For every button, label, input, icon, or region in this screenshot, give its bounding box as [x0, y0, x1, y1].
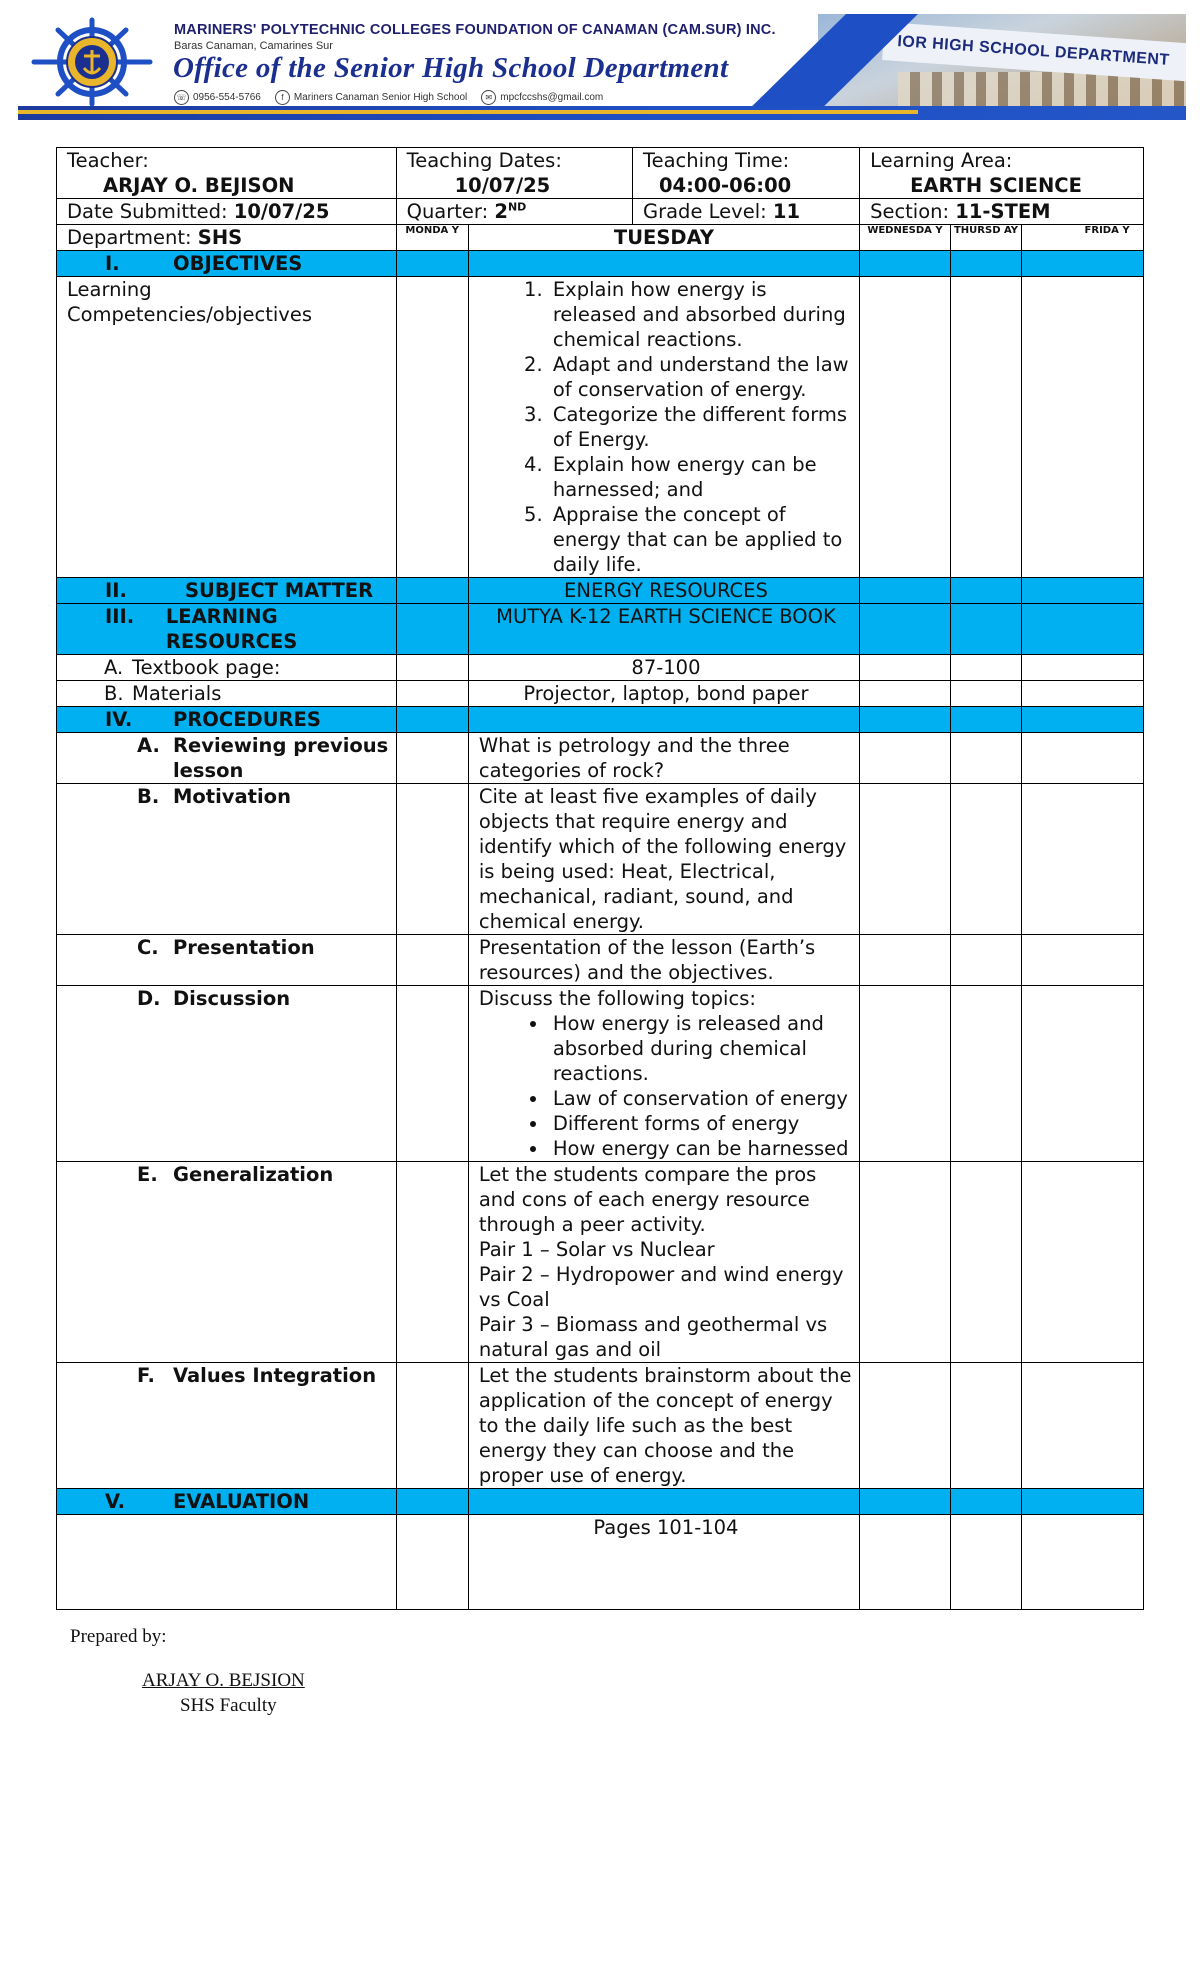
evaluation-content: Pages 101-104	[468, 1515, 859, 1610]
teaching-time-value: 04:00-06:00	[658, 174, 792, 197]
materials-letter: B.	[104, 682, 124, 705]
lesson-plan-table	[56, 147, 1144, 1610]
discussion-topic: • How energy can be harnessed	[549, 1136, 853, 1161]
empty-cell	[950, 1489, 1021, 1515]
grade-level-label: Grade Level:	[642, 200, 773, 223]
contact-facebook	[275, 90, 467, 105]
empty-cell	[1022, 1489, 1144, 1515]
textbook-value: 87-100	[468, 655, 859, 681]
day-wednesday: WEDNESDA Y	[860, 225, 951, 251]
school-banner	[18, 14, 1186, 120]
learning-area-value: EARTH SCIENCE	[910, 174, 1082, 197]
presentation-letter: C.	[137, 936, 159, 959]
teaching-time-label: Teaching Time:	[642, 149, 790, 172]
teaching-dates-value: 10/07/25	[454, 174, 551, 197]
email-text: mpcfccshs@gmail.com	[500, 92, 604, 103]
materials-row	[57, 681, 1144, 707]
empty-cell	[950, 1363, 1021, 1489]
subject-matter-row	[57, 578, 1144, 604]
org-name: MARINERS' POLYTECHNIC COLLEGES FOUNDATION OF CANAMAN (CAM.SUR) INC.	[174, 22, 776, 38]
discussion-topic: • Different forms of energy	[549, 1111, 853, 1136]
empty-cell	[396, 986, 468, 1162]
contact-row	[174, 90, 603, 105]
generalization-content	[468, 1162, 859, 1363]
textbook-letter: A.	[104, 656, 124, 679]
empty-cell	[396, 1162, 468, 1363]
preparer-role: SHS Faculty	[180, 1695, 277, 1716]
empty-cell	[1022, 986, 1144, 1162]
empty-cell	[1022, 655, 1144, 681]
generalization-line: Pair 3 – Biomass and geothermal vs natural gas and oil	[478, 1313, 828, 1361]
preparer-name: ARJAY O. BEJSION	[142, 1670, 305, 1691]
generalization-line: Pair 2 – Hydropower and wind energy vs Coal	[478, 1263, 844, 1311]
generalization-line: Let the students compare the pros and cons of each energy resource through a peer activity.	[478, 1163, 817, 1236]
teaching-time-cell	[632, 148, 859, 199]
empty-cell	[1022, 277, 1144, 578]
quarter-suffix: ND	[507, 200, 527, 214]
reviewing-label: Reviewing previous lesson	[173, 734, 389, 782]
section-cell	[860, 199, 1144, 225]
empty-cell	[950, 784, 1021, 935]
motivation-content: Cite at least five examples of daily objects that require energy and identify which of the following energy is being used: Heat, Electrical, mechanical, radiant, sound, and chemical energy.	[468, 784, 859, 935]
textbook-row	[57, 655, 1144, 681]
learning-area-cell	[860, 148, 1144, 199]
date-submitted-label: Date Submitted:	[67, 200, 234, 223]
presentation-label: Presentation	[173, 936, 315, 959]
materials-label-cell	[57, 681, 397, 707]
teaching-dates-cell	[396, 148, 632, 199]
empty-cell	[396, 655, 468, 681]
empty-cell	[468, 251, 859, 277]
subject-matter-title: SUBJECT MATTER	[185, 579, 374, 602]
section-value: 11-STEM	[955, 200, 1051, 223]
empty-cell	[860, 1162, 951, 1363]
phone-text: 0956-554-5766	[193, 92, 261, 103]
empty-cell	[396, 935, 468, 986]
procedures-numeral: IV.	[105, 708, 133, 731]
presentation-label-cell	[57, 935, 397, 986]
department-cell	[57, 225, 397, 251]
procedures-header-row	[57, 707, 1144, 733]
reviewing-content: What is petrology and the three categories of rock?	[468, 733, 859, 784]
grade-level-cell	[632, 199, 859, 225]
empty-cell	[950, 1515, 1021, 1610]
objectives-header-row	[57, 251, 1144, 277]
section-label: Section:	[870, 200, 956, 223]
info-row-2	[57, 199, 1144, 225]
empty-cell	[860, 1363, 951, 1489]
teacher-name: ARJAY O. BEJISON	[103, 174, 295, 197]
evaluation-header	[57, 1489, 397, 1515]
objective-item: 5. Appraise the concept of energy that can be applied to daily life.	[549, 502, 853, 577]
motivation-label: Motivation	[173, 785, 291, 808]
teacher-label: Teacher:	[67, 149, 149, 172]
evaluation-row	[57, 1515, 1144, 1610]
empty-cell	[860, 578, 951, 604]
empty-cell	[1022, 1363, 1144, 1489]
teaching-dates-label: Teaching Dates:	[406, 149, 562, 172]
objective-item: 1. Explain how energy is released and absorbed during chemical reactions.	[549, 277, 853, 352]
empty-cell	[860, 1515, 951, 1610]
presentation-content: Presentation of the lesson (Earth’s resources) and the objectives.	[468, 935, 859, 986]
empty-cell	[1022, 935, 1144, 986]
motivation-label-cell	[57, 784, 397, 935]
building-sign: IOR HIGH SCHOOL DEPARTMENT	[882, 22, 1186, 84]
textbook-label: Textbook page:	[132, 656, 281, 679]
contact-phone	[174, 90, 261, 105]
empty-cell	[950, 251, 1021, 277]
learning-resources-title: LEARNING RESOURCES	[165, 605, 298, 653]
empty-cell	[396, 277, 468, 578]
evaluation-numeral: V.	[105, 1490, 125, 1513]
values-label: Values Integration	[173, 1364, 377, 1387]
empty-cell	[950, 604, 1021, 655]
learning-area-label: Learning Area:	[870, 149, 1013, 172]
discussion-letter: D.	[137, 987, 161, 1010]
empty-cell	[860, 935, 951, 986]
empty-cell	[860, 251, 951, 277]
motivation-letter: B.	[137, 785, 160, 808]
objective-item: 2. Adapt and understand the law of conservation of energy.	[549, 352, 853, 402]
empty-cell	[950, 681, 1021, 707]
empty-cell	[860, 784, 951, 935]
empty-cell	[1022, 733, 1144, 784]
day-friday: FRIDA Y	[1022, 225, 1144, 251]
day-monday: MONDA Y	[396, 225, 468, 251]
values-row	[57, 1363, 1144, 1489]
days-row	[57, 225, 1144, 251]
contact-email	[481, 90, 603, 105]
empty-cell	[860, 1489, 951, 1515]
generalization-line: Pair 1 – Solar vs Nuclear	[478, 1238, 715, 1261]
department-label: Department:	[67, 226, 198, 249]
department-value: SHS	[197, 226, 243, 249]
empty-cell	[1022, 604, 1144, 655]
empty-cell	[396, 1363, 468, 1489]
evaluation-title: EVALUATION	[173, 1490, 310, 1513]
empty-cell	[950, 986, 1021, 1162]
discussion-row	[57, 986, 1144, 1162]
empty-cell	[396, 578, 468, 604]
discussion-topic: • How energy is released and absorbed during chemical reactions.	[549, 1011, 853, 1086]
discussion-topics	[479, 1011, 853, 1161]
empty-cell	[950, 578, 1021, 604]
empty-cell	[396, 733, 468, 784]
objectives-numeral: I.	[105, 252, 120, 275]
empty-cell	[57, 1515, 397, 1610]
evaluation-header-row	[57, 1489, 1144, 1515]
mail-icon: ✉	[481, 90, 496, 105]
empty-cell	[1022, 681, 1144, 707]
empty-cell	[1022, 1515, 1144, 1610]
procedures-title: PROCEDURES	[173, 708, 321, 731]
empty-cell	[1022, 784, 1144, 935]
facebook-icon: f	[275, 90, 290, 105]
objective-item: 4. Explain how energy can be harnessed; and	[549, 452, 853, 502]
empty-cell	[860, 707, 951, 733]
ship-wheel-logo-icon	[28, 16, 156, 108]
objectives-title: OBJECTIVES	[173, 252, 303, 275]
generalization-letter: E.	[137, 1163, 158, 1186]
empty-cell	[468, 1489, 859, 1515]
competencies-row	[57, 277, 1144, 578]
values-letter: F.	[137, 1364, 155, 1387]
learning-resources-content: MUTYA K-12 EARTH SCIENCE BOOK	[468, 604, 859, 655]
motivation-row	[57, 784, 1144, 935]
empty-cell	[950, 1162, 1021, 1363]
empty-cell	[950, 935, 1021, 986]
empty-cell	[396, 681, 468, 707]
info-row-1	[57, 148, 1144, 199]
banner-gold-stripe	[18, 110, 918, 114]
learning-resources-header	[57, 604, 397, 655]
empty-cell	[1022, 578, 1144, 604]
materials-label: Materials	[132, 682, 222, 705]
subject-matter-header	[57, 578, 397, 604]
empty-cell	[860, 733, 951, 784]
quarter-label: Quarter:	[406, 200, 495, 223]
empty-cell	[396, 604, 468, 655]
empty-cell	[468, 707, 859, 733]
discussion-label: Discussion	[173, 987, 291, 1010]
org-address: Baras Canaman, Camarines Sur	[174, 40, 333, 52]
date-submitted-cell	[57, 199, 397, 225]
discussion-topic: • Law of conservation of energy	[549, 1086, 853, 1111]
empty-cell	[396, 707, 468, 733]
empty-cell	[860, 681, 951, 707]
empty-cell	[860, 986, 951, 1162]
generalization-label-cell	[57, 1162, 397, 1363]
competencies-label: Learning Competencies/objectives	[57, 277, 397, 578]
textbook-label-cell	[57, 655, 397, 681]
empty-cell	[1022, 1162, 1144, 1363]
learning-resources-row	[57, 604, 1144, 655]
empty-cell	[860, 655, 951, 681]
facebook-text: Mariners Canaman Senior High School	[293, 92, 468, 103]
empty-cell	[950, 733, 1021, 784]
quarter-value: 2	[494, 200, 508, 223]
subject-matter-numeral: II.	[105, 579, 127, 602]
empty-cell	[950, 655, 1021, 681]
phone-icon: ☏	[174, 90, 189, 105]
reviewing-label-cell	[57, 733, 397, 784]
empty-cell	[396, 1489, 468, 1515]
values-label-cell	[57, 1363, 397, 1489]
procedures-header	[57, 707, 397, 733]
competencies-content	[468, 277, 859, 578]
empty-cell	[1022, 251, 1144, 277]
generalization-label: Generalization	[173, 1163, 334, 1186]
generalization-row	[57, 1162, 1144, 1363]
date-submitted-value: 10/07/25	[233, 200, 330, 223]
discussion-intro: Discuss the following topics:	[478, 987, 756, 1010]
empty-cell	[396, 784, 468, 935]
objective-item: 3. Categorize the different forms of Energy.	[549, 402, 853, 452]
empty-cell	[1022, 707, 1144, 733]
discussion-content	[468, 986, 859, 1162]
values-content: Let the students brainstorm about the application of the concept of energy to the daily life such as the best energy they can choose and the proper use of energy.	[468, 1363, 859, 1489]
empty-cell	[860, 604, 951, 655]
objectives-list	[479, 277, 853, 577]
prepared-by-label: Prepared by:	[70, 1626, 167, 1647]
empty-cell	[396, 251, 468, 277]
materials-value: Projector, laptop, bond paper	[468, 681, 859, 707]
empty-cell	[396, 1515, 468, 1610]
presentation-row	[57, 935, 1144, 986]
grade-level-value: 11	[772, 200, 801, 223]
discussion-label-cell	[57, 986, 397, 1162]
day-tuesday: TUESDAY	[468, 225, 859, 251]
learning-resources-numeral: III.	[105, 605, 135, 628]
reviewing-row	[57, 733, 1144, 784]
empty-cell	[950, 707, 1021, 733]
objectives-header	[57, 251, 397, 277]
office-title: Office of the Senior High School Department	[173, 52, 729, 84]
quarter-cell	[396, 199, 632, 225]
teacher-cell	[57, 148, 397, 199]
subject-matter-content: ENERGY RESOURCES	[468, 578, 859, 604]
empty-cell	[950, 277, 1021, 578]
day-thursday: THURSD AY	[950, 225, 1021, 251]
reviewing-letter: A.	[137, 734, 160, 757]
empty-cell	[860, 277, 951, 578]
